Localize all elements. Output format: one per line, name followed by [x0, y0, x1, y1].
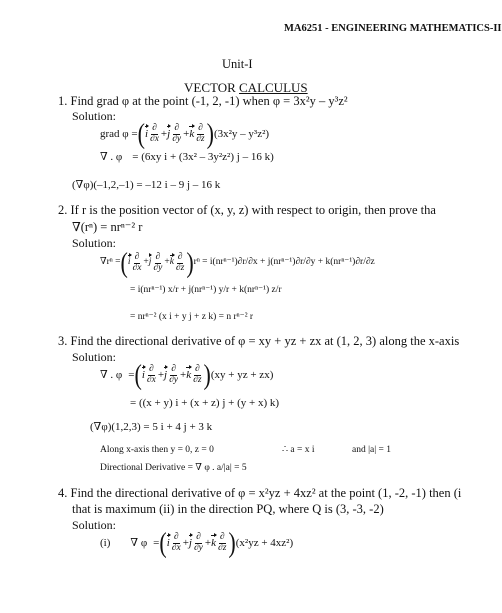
- q3-line1-lhs: ∇ . φ: [100, 368, 123, 381]
- q3-line-4a: Along x-axis then y = 0, z = 0: [100, 445, 214, 455]
- question-4: [58, 487, 461, 500]
- question-2-statement: ∇(rⁿ) = nrⁿ⁻² r: [72, 220, 143, 234]
- q3-line-3: (∇φ)(1,2,3) = 5 i + 4 j + 3 k: [90, 421, 213, 433]
- section-title: [184, 81, 308, 94]
- q1-solution-label: Solution:: [72, 109, 117, 123]
- q2-line1-lhs: ∇rⁿ =: [100, 257, 121, 268]
- course-header: MA6251 - ENGINEERING MATHEMATICS-II: [284, 23, 502, 34]
- question-3-number: 3.: [58, 334, 68, 348]
- q1-line1-rhs: (3x²y – y³z²): [213, 127, 270, 140]
- q3-line-4c: and |a| = 1: [352, 445, 391, 455]
- question-4-continuation: that is maximum (ii) in the direction PQ, where Q is (3, -3, -2): [72, 502, 384, 516]
- q4-line1-label: (i): [100, 536, 111, 549]
- question-2-text: If r is the position vector of (x, y, z) with respect to origin, then prove tha: [70, 203, 436, 217]
- q3-line-5: Directional Derivative = ∇ φ . a/|a| = 5: [100, 463, 247, 473]
- question-3: [58, 335, 459, 348]
- q1-line2-lhs: ∇ . φ: [100, 151, 123, 163]
- question-4-text: Find the directional derivative of φ = x²yz + 4xz² at the point (1, -2, -1) then (i: [70, 486, 462, 500]
- q2-line-3: = nrⁿ⁻² (x i + y j + z k) = n rⁿ⁻² r: [130, 312, 254, 322]
- unit-heading: Unit-I: [222, 57, 253, 71]
- q4-line1-lhs: ∇ φ: [130, 536, 148, 549]
- q1-line-1: grad φ = ( i $\frac{\partial}{\partial x}$ + j $\frac{\partial}{\partial y}$ + k $\frac{\partial}{\partial z}$ ) (3x²y – y³z²): [100, 117, 270, 150]
- question-3-text: Find the directional derivative of φ = xy + yz + zx at (1, 2, 3) along the x-axis: [70, 334, 460, 348]
- question-2-number: 2.: [58, 203, 68, 217]
- q3-line-2: = ((x + y) i + (x + z) j + (y + x) k): [130, 397, 280, 409]
- q2-line-2: = i(nrⁿ⁻¹) x/r + j(nrⁿ⁻¹) y/r + k(nrⁿ⁻¹) z/r: [130, 285, 282, 295]
- title-word-calculus: CALCULUS: [239, 80, 308, 95]
- q1-line-3: (∇φ)(–1,2,–1) = –12 i – 9 j – 16 k: [72, 179, 221, 191]
- q1-line-2: [100, 152, 274, 163]
- q2-line-1: ∇rⁿ = ( i $\frac{\partial}{\partial x}$ + j $\frac{\partial}{\partial y}$ + k $\frac{\partial}{\partial z}$ ) rⁿ = i(nrⁿ⁻¹)∂r/∂x + j(nrⁿ⁻¹)∂r/∂y + k(nrⁿ⁻¹)∂r/∂z: [100, 246, 375, 279]
- question-1-text: Find grad φ at the point (-1, 2, -1) when φ = 3x²y – y³z²: [70, 94, 348, 108]
- title-word-vector: VECTOR: [184, 80, 236, 95]
- q3-solution-label: Solution:: [72, 350, 117, 364]
- q1-line1-lhs: grad φ =: [100, 127, 138, 140]
- q2-line1-mid: rⁿ = i(nrⁿ⁻¹)∂r/∂x + j(nrⁿ⁻¹)∂r/∂y + k(nrⁿ⁻¹)∂r/∂z: [193, 257, 375, 268]
- q4-line1-rhs: (x²yz + 4xz²): [235, 536, 294, 549]
- question-1: [58, 95, 348, 108]
- question-4-number: 4.: [58, 486, 68, 500]
- q4-line-1: (i) ∇ φ = ( i $\frac{\partial}{\partial x}$ + j $\frac{\partial}{\partial y}$ + k $\frac{\partial}{\partial z}$ ) (x²yz + 4xz²): [100, 526, 294, 559]
- q4-solution-label: Solution:: [72, 518, 117, 532]
- question-1-number: 1.: [58, 94, 68, 108]
- question-2: [58, 204, 436, 217]
- q3-line-4b: ∴ a = x i: [282, 445, 315, 455]
- q3-line-1: ∇ . φ = ( i $\frac{\partial}{\partial x}$ + j $\frac{\partial}{\partial y}$ + k $\frac{\partial}{\partial z}$ ) (xy + yz + zx): [100, 358, 274, 391]
- q3-line1-rhs: (xy + yz + zx): [210, 368, 274, 381]
- q1-line2-rhs: = (6xy i + (3x² – 3y²z²) j – 16 k): [132, 151, 274, 163]
- q2-solution-label: Solution:: [72, 236, 117, 250]
